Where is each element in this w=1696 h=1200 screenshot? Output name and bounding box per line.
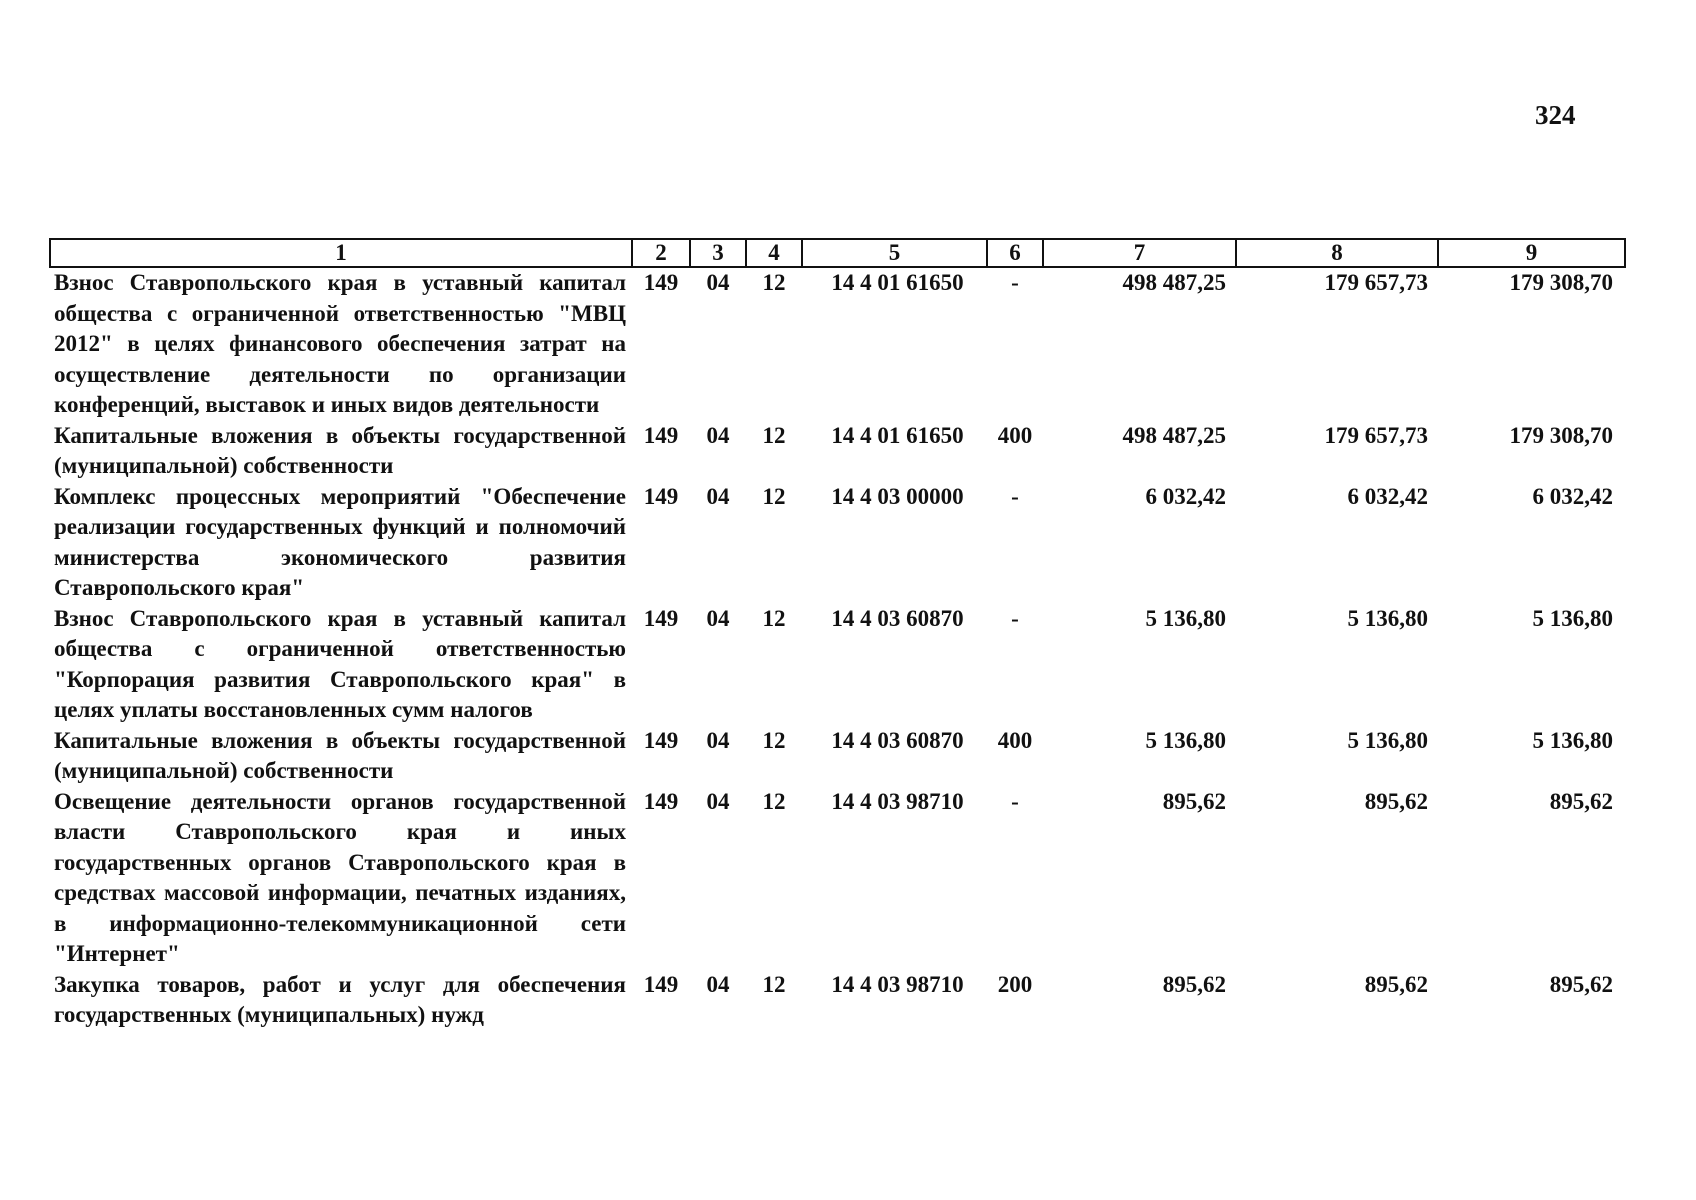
cell-code-5: 14 4 03 60870 xyxy=(831,727,964,753)
cell-code-5: 14 4 01 61650 xyxy=(831,270,964,295)
cell-amount-7: 895,62 xyxy=(1162,971,1226,997)
table-row xyxy=(50,604,1625,726)
table-row xyxy=(50,267,1625,421)
cell-amount-8: 179 657,73 xyxy=(1324,422,1428,448)
cell-code-6: - xyxy=(1011,483,1019,509)
cell-code-2: 149 xyxy=(643,422,679,448)
cell-code-5: 14 4 03 98710 xyxy=(831,788,964,814)
cell-amount-9: 895,62 xyxy=(1549,788,1613,814)
cell-amount-7: 498 487,25 xyxy=(1122,270,1226,295)
page-number: 324 xyxy=(1535,100,1576,130)
cell-code-5: 14 4 03 60870 xyxy=(831,605,964,631)
cell-code-6: 200 xyxy=(997,971,1033,997)
cell-code-4: 12 xyxy=(762,605,786,631)
cell-amount-9: 895,62 xyxy=(1549,971,1613,997)
column-header: 6 xyxy=(987,239,1043,267)
column-header: 9 xyxy=(1438,239,1625,267)
cell-code-6: 400 xyxy=(997,422,1033,448)
column-header: 3 xyxy=(690,239,746,267)
column-header: 5 xyxy=(802,239,987,267)
cell-amount-8: 895,62 xyxy=(1364,971,1428,997)
cell-code-4: 12 xyxy=(762,727,786,753)
cell-code-3: 04 xyxy=(706,971,730,997)
cell-amount-8: 5 136,80 xyxy=(1347,727,1428,753)
cell-code-6: - xyxy=(1011,270,1019,295)
row-description: Комплекс процессных мероприятий "Обеспечение реализации государственных функций и полномочий министерства экономического развития Ставропольского края" xyxy=(54,483,626,600)
cell-amount-9: 179 308,70 xyxy=(1509,422,1613,448)
column-header: 2 xyxy=(632,239,690,267)
row-description: Взнос Ставропольского края в уставный капитал общества с ограниченной ответственностью "МВЦ 2012" в целях финансового обеспечения затрат на осуществление деятельности по организации конференций, выставок и иных видов деятельности xyxy=(54,270,626,417)
column-header: 7 xyxy=(1043,239,1236,267)
cell-code-6: - xyxy=(1011,788,1019,814)
cell-code-3: 04 xyxy=(706,270,730,295)
table-row xyxy=(50,726,1625,787)
cell-amount-7: 6 032,42 xyxy=(1145,483,1226,509)
cell-code-6: - xyxy=(1011,605,1019,631)
cell-amount-8: 5 136,80 xyxy=(1347,605,1428,631)
cell-amount-7: 5 136,80 xyxy=(1145,605,1226,631)
cell-code-3: 04 xyxy=(706,422,730,448)
cell-code-2: 149 xyxy=(643,788,679,814)
cell-code-6: 400 xyxy=(997,727,1033,753)
cell-amount-7: 498 487,25 xyxy=(1122,422,1226,448)
column-header: 1 xyxy=(50,239,632,267)
cell-code-4: 12 xyxy=(762,270,786,295)
table-row xyxy=(50,421,1625,482)
cell-amount-8: 895,62 xyxy=(1364,788,1428,814)
row-description: Капитальные вложения в объекты государственной (муниципальной) собственности xyxy=(54,727,626,783)
cell-amount-9: 179 308,70 xyxy=(1509,270,1613,295)
table-row xyxy=(50,970,1625,1031)
cell-code-5: 14 4 03 00000 xyxy=(831,483,964,509)
cell-code-4: 12 xyxy=(762,788,786,814)
cell-code-5: 14 4 01 61650 xyxy=(831,422,964,448)
cell-code-2: 149 xyxy=(643,270,679,295)
cell-amount-9: 5 136,80 xyxy=(1532,727,1613,753)
cell-amount-8: 6 032,42 xyxy=(1347,483,1428,509)
row-description: Закупка товаров, работ и услуг для обеспечения государственных (муниципальных) нужд xyxy=(54,971,626,1027)
row-description: Взнос Ставропольского края в уставный капитал общества с ограниченной ответственностью "Корпорация развития Ставропольского края" в целях уплаты восстановленных сумм налогов xyxy=(54,605,626,722)
cell-code-3: 04 xyxy=(706,605,730,631)
cell-amount-9: 5 136,80 xyxy=(1532,605,1613,631)
budget-table xyxy=(49,238,1626,1031)
table-row xyxy=(50,787,1625,970)
cell-code-4: 12 xyxy=(762,422,786,448)
row-description: Освещение деятельности органов государственной власти Ставропольского края и иных государственных органов Ставропольского края в средствах массовой информации, печатных изданиях, в информационно-телекоммуникационной сети "Интернет" xyxy=(54,788,626,966)
column-header: 8 xyxy=(1236,239,1438,267)
cell-code-2: 149 xyxy=(643,971,679,997)
cell-code-3: 04 xyxy=(706,483,730,509)
cell-code-2: 149 xyxy=(643,605,679,631)
table-header-row xyxy=(50,239,1625,267)
cell-code-2: 149 xyxy=(643,727,679,753)
cell-amount-8: 179 657,73 xyxy=(1324,270,1428,295)
row-description: Капитальные вложения в объекты государственной (муниципальной) собственности xyxy=(54,422,626,478)
table-row xyxy=(50,482,1625,604)
cell-code-3: 04 xyxy=(706,727,730,753)
cell-amount-9: 6 032,42 xyxy=(1532,483,1613,509)
cell-code-4: 12 xyxy=(762,971,786,997)
cell-code-5: 14 4 03 98710 xyxy=(831,971,964,997)
cell-code-3: 04 xyxy=(706,788,730,814)
cell-amount-7: 895,62 xyxy=(1162,788,1226,814)
column-header: 4 xyxy=(746,239,802,267)
cell-code-2: 149 xyxy=(643,483,679,509)
cell-amount-7: 5 136,80 xyxy=(1145,727,1226,753)
cell-code-4: 12 xyxy=(762,483,786,509)
